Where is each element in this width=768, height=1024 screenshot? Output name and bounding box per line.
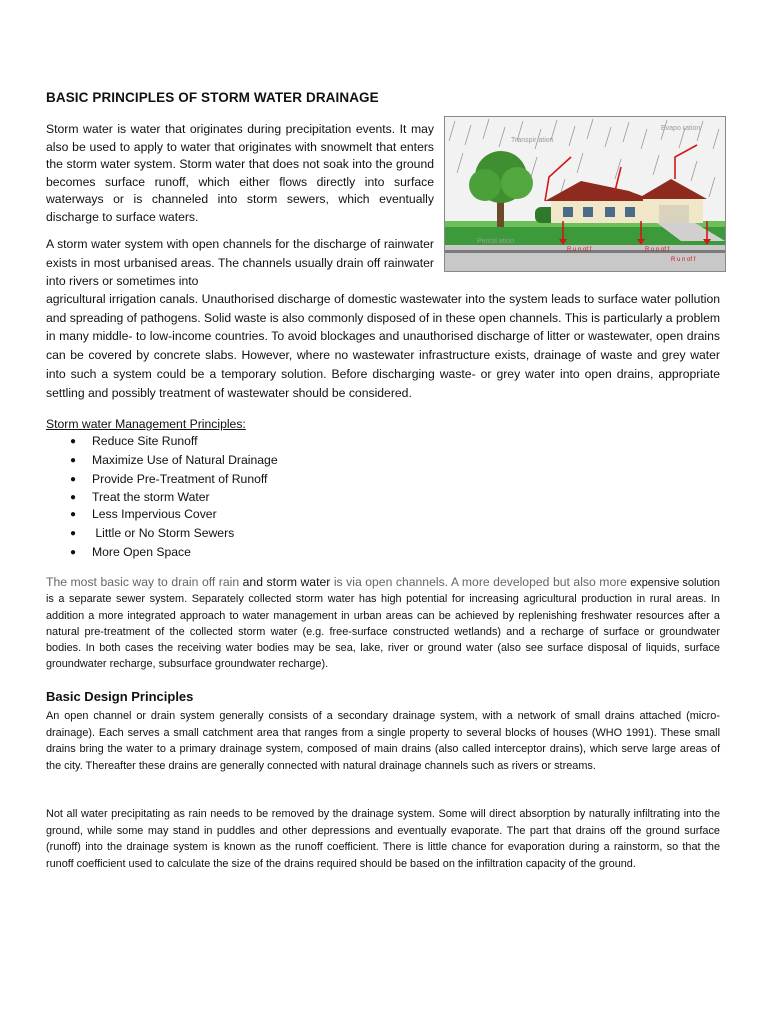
label-percolation: Percol ation: [477, 238, 514, 245]
intro-paragraph: Storm water is water that originates during precipitation events. It may also be used to apply to water that originates with snowmelt that enters the storm water system. Storm water that does not soak into the ground becomes surface runoff, which either flows directly into surface waterways or is channeled into storm sewers, which eventually discharge to surface waters.: [46, 122, 434, 224]
label-runoff-3: R u n of f: [671, 257, 696, 263]
list-item: ● Less Impervious Cover: [46, 506, 278, 524]
basic-drainage-paragraph: The most basic way to drain off rain and storm water is via open channels. A more developed but also more expensive solution is a separate sewer system. Separately collected storm water has high potential for increasing agricultural production in rural areas. In addition a more integrated approach to water management in urban areas can be achieved by replenishing freshwater resources after a natural pre-treatment of the collected storm water (e.g. free-surface constructed wetlands) and a recharge of surface or groundwater bodies. In both cases the receiving water bodies may be sea, lake, river or ground water (also see surface disposal of liquids, surface groundwater recharge, subsurface groundwater recharge).: [46, 575, 720, 671]
design-paragraph-1: An open channel or drain system generally consists of a secondary drainage system, with a network of small drains attached (micro-drainage). Each serves a small catchment area that ranges from a single property to several blocks of houses (WHO 1991). These small drains bring the water to a primary drainage system, composed of main drains (also called interceptor drains), which serve large areas of the city. Thereafter these drains are generally connected with natural drainage channels such as rivers or streams.: [46, 710, 720, 772]
water-cycle-diagram: [445, 117, 725, 271]
bullet-icon: ●: [70, 527, 77, 539]
bullet-icon: ●: [70, 509, 77, 520]
bullet-icon: ●: [70, 473, 77, 485]
list-item: ● Treat the storm Water: [46, 489, 278, 507]
bullet-icon: ●: [70, 454, 77, 466]
bullet-icon: ●: [70, 436, 77, 447]
channels-paragraph-part-1: A storm water system with open channels for the discharge of rainwater exists in most urbanised areas. The channels usually drain off rainwater into rivers or sometimes into: [46, 237, 434, 288]
management-principles-list: [46, 433, 278, 562]
list-item: ● Maximize Use of Natural Drainage: [46, 451, 278, 470]
list-item: ● More Open Space: [46, 543, 278, 562]
label-evaporation: Evapo ration: [661, 125, 701, 132]
list-item: ● Reduce Site Runoff: [46, 433, 278, 451]
list-item: ● Little or No Storm Sewers: [46, 524, 278, 543]
bullet-icon: ●: [70, 491, 77, 503]
channels-paragraph-part-2: agricultural irrigation canals. Unauthorised discharge of domestic wastewater into the system leads to surface water pollution and spreading of pathogens. Solid waste is also commonly disposed of in these open channels. This is particularly a problem in many middle- to low-income countries. To avoid blockages and unauthorised discharge of litter or wastewater, open drains can be covered by concrete slabs. However, where no wastewater infrastructure exists, drainage of waste and grey water into such a system could be a temporary solution. Before discharging waste- or grey water into open drains, appropriate settling and possibly treatment of wastewater should be considered.: [46, 292, 720, 400]
storm-water-illustration: [444, 116, 726, 272]
label-transpiration: Transpir ation: [511, 137, 554, 144]
label-runoff-2: R u n of f: [645, 247, 670, 253]
page-title: BASIC PRINCIPLES OF STORM WATER DRAINAGE: [46, 90, 379, 105]
bullet-icon: ●: [70, 546, 77, 558]
label-runoff-1: R u n of f: [567, 247, 592, 253]
garage-door: [659, 205, 689, 223]
design-paragraph-2: Not all water precipitating as rain needs to be removed by the drainage system. Some will direct absorption by naturally infiltrating into the ground, while some may stand in puddles and other depressions and eventually evaporate. The part that drains off the ground surface (runoff) into the drainage system is known as the runoff coefficient. There is little chance for evaporation during a rainstorm, so that the runoff coefficient used to calculate the size of the drains required should be based on the infiltration capacity of the ground.: [46, 808, 720, 870]
management-principles-heading: Storm water Management Principles:: [46, 417, 246, 431]
design-principles-heading: Basic Design Principles: [46, 689, 194, 704]
list-item: ● Provide Pre-Treatment of Runoff: [46, 470, 278, 489]
